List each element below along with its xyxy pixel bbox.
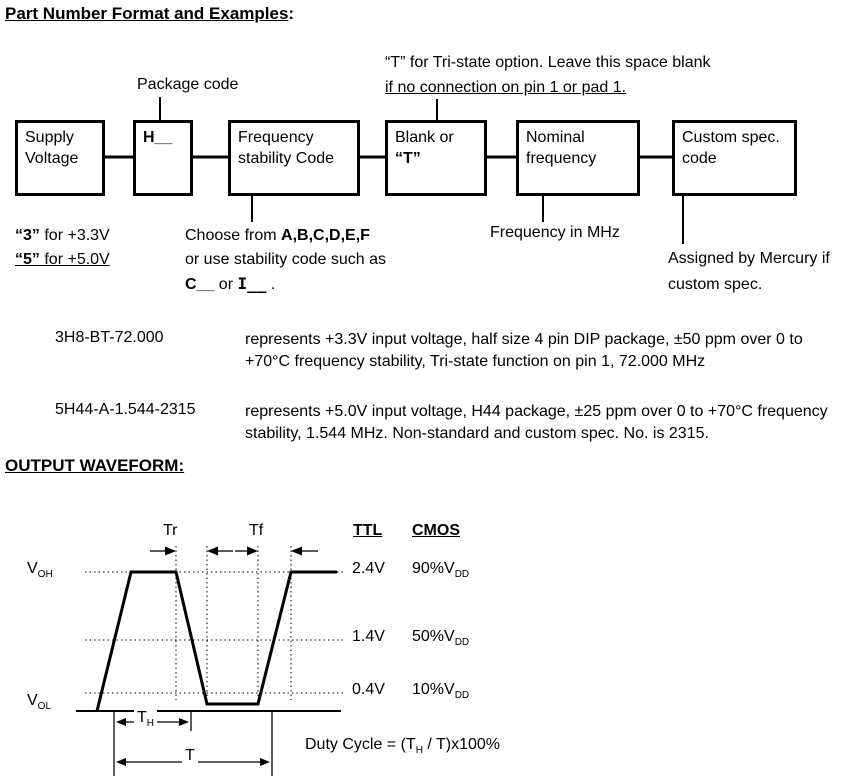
stability-note-codes: A,B,C,D,E,F — [281, 227, 370, 244]
duty-cycle-suffix: / T)x100% — [422, 736, 500, 753]
voh-label — [27, 560, 53, 578]
duty-cycle-text — [305, 736, 500, 754]
voh-base: V — [27, 560, 38, 577]
stability-note-line3 — [185, 272, 386, 297]
stability-note-line2: or use stability code such as — [185, 251, 386, 268]
page-title-text: Part Number Format and Examples — [5, 4, 289, 23]
tr-label: Tr — [163, 522, 178, 539]
example-part-number: 3H8-BT-72.000 — [55, 329, 164, 346]
cmos-value-sub: DD — [454, 637, 470, 648]
cmos-column-header: CMOS — [412, 522, 460, 539]
example-description: represents +5.0V input voltage, H44 package, ±25 ppm over 0 to +70°C frequency stability, 1.544 MHz. Non-standard and custom spec. No. is 2315. — [245, 403, 828, 442]
box-tristate — [385, 120, 487, 196]
cmos-value-text: 90%V — [412, 560, 455, 577]
cmos-value-text: 50%V — [412, 628, 455, 645]
th-sub: H — [146, 718, 155, 729]
th-label — [134, 709, 157, 727]
t-label: T — [182, 747, 198, 765]
supply-note-rest-1: for +3.3V — [39, 227, 110, 244]
duty-cycle-prefix: Duty Cycle = (T — [305, 736, 416, 753]
supply-note-bold-1: “3” — [15, 227, 40, 244]
tristate-note — [385, 50, 710, 100]
waveform-trace — [97, 572, 337, 711]
stability-code-c: C__ — [185, 276, 215, 293]
box-custom-spec: Custom spec. code — [672, 120, 797, 196]
tr-arrow-left — [207, 547, 218, 556]
box-tristate-prefix: Blank or — [395, 129, 454, 146]
vol-label — [27, 692, 51, 710]
cmos-value-text: 10%V — [412, 681, 455, 698]
example-part-number: 5H44-A-1.544-2315 — [55, 401, 196, 418]
tr-arrow-right — [165, 547, 176, 556]
output-waveform-heading: OUTPUT WAVEFORM: — [5, 456, 185, 475]
frequency-note: Frequency in MHz — [490, 224, 620, 241]
box-frequency-stability: Frequency stability Code — [228, 120, 360, 196]
tf-label: Tf — [249, 522, 264, 539]
tf-arrow-left — [291, 547, 302, 556]
supply-voltage-note — [15, 224, 110, 272]
package-code-label: Package code — [137, 76, 239, 93]
supply-note-bold-2: “5” — [15, 251, 40, 268]
box-package-code: H__ — [133, 120, 193, 196]
cmos-value — [412, 560, 469, 578]
ttl-column-header: TTL — [353, 522, 383, 539]
th-base: T — [137, 709, 147, 726]
cmos-value-sub: DD — [454, 569, 470, 580]
cmos-value — [412, 628, 469, 646]
stability-note-end: . — [266, 276, 276, 293]
duty-cycle-sub: H — [415, 745, 423, 756]
ttl-value: 2.4V — [352, 560, 385, 577]
supply-note-line2 — [15, 248, 110, 272]
stability-code-i: I__ — [237, 274, 267, 293]
custom-note-line1: Assigned by Mercury if — [668, 250, 830, 267]
stability-note-line1 — [185, 224, 386, 248]
supply-note-rest-2: for +5.0V — [39, 251, 110, 268]
vol-base: V — [27, 692, 38, 709]
box-tristate-bold: “T” — [395, 150, 421, 167]
ttl-value: 1.4V — [352, 628, 385, 645]
stability-note-or: or — [214, 276, 238, 293]
box-supply-voltage: Supply Voltage — [15, 120, 105, 196]
tf-arrow-right — [247, 547, 258, 556]
custom-note-line2: custom spec. — [668, 276, 763, 293]
voh-sub: OH — [37, 569, 53, 580]
cmos-value-sub: DD — [454, 690, 470, 701]
box-nominal-frequency: Nominal frequency — [516, 120, 640, 196]
page-title-colon: : — [288, 4, 295, 23]
custom-spec-note — [668, 246, 830, 298]
example-description: represents +3.3V input voltage, half size 4 pin DIP package, ±50 ppm over 0 to +70°C frequency stability, Tri-state function on pin 1, 72.000 MHz — [245, 331, 803, 370]
page-title — [5, 4, 294, 24]
tristate-note-line2: if no connection on pin 1 or pad 1. — [385, 79, 627, 96]
supply-note-line1 — [15, 224, 110, 248]
ttl-value: 0.4V — [352, 681, 385, 698]
cmos-value — [412, 681, 469, 699]
stability-code-note — [185, 224, 386, 297]
tristate-note-line1: “T” for Tri-state option. Leave this space blank — [385, 54, 711, 71]
stability-note-prefix: Choose from — [185, 227, 282, 244]
vol-sub: OL — [37, 701, 52, 712]
